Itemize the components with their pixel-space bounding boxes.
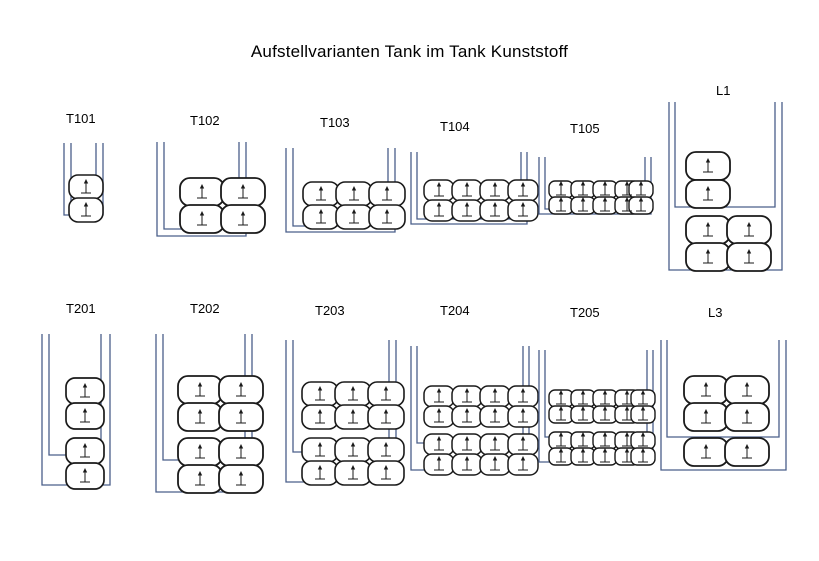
variant-label-L1: L1 <box>716 83 731 98</box>
variant-T204-tanks <box>424 386 538 475</box>
variant-label-T104: T104 <box>440 119 470 134</box>
variant-T103-tanks <box>303 182 405 229</box>
page-title: Aufstellvarianten Tank im Tank Kunststoff <box>250 42 569 61</box>
variant-L1-tanks <box>686 152 771 271</box>
variant-label-T105: T105 <box>570 121 600 136</box>
variant-label-L3: L3 <box>708 305 723 320</box>
variant-T101-tanks <box>69 175 103 222</box>
variant-label-T205: T205 <box>570 305 600 320</box>
variant-label-T201: T201 <box>66 301 96 316</box>
variant-label-T102: T102 <box>190 113 220 128</box>
variant-T102-tanks <box>180 178 265 233</box>
variant-label-T202: T202 <box>190 301 220 316</box>
variant-label-T204: T204 <box>440 303 470 318</box>
variant-L3-tanks <box>684 376 769 466</box>
variant-T105-tanks <box>549 181 653 214</box>
variant-T201-tanks <box>66 378 104 489</box>
variant-label-T101: T101 <box>66 111 96 126</box>
variant-T202-tanks <box>178 376 263 493</box>
variant-label-T203: T203 <box>315 303 345 318</box>
variant-T205-tanks <box>549 390 655 465</box>
variant-T104-tanks <box>424 180 538 221</box>
variant-label-T103: T103 <box>320 115 350 130</box>
